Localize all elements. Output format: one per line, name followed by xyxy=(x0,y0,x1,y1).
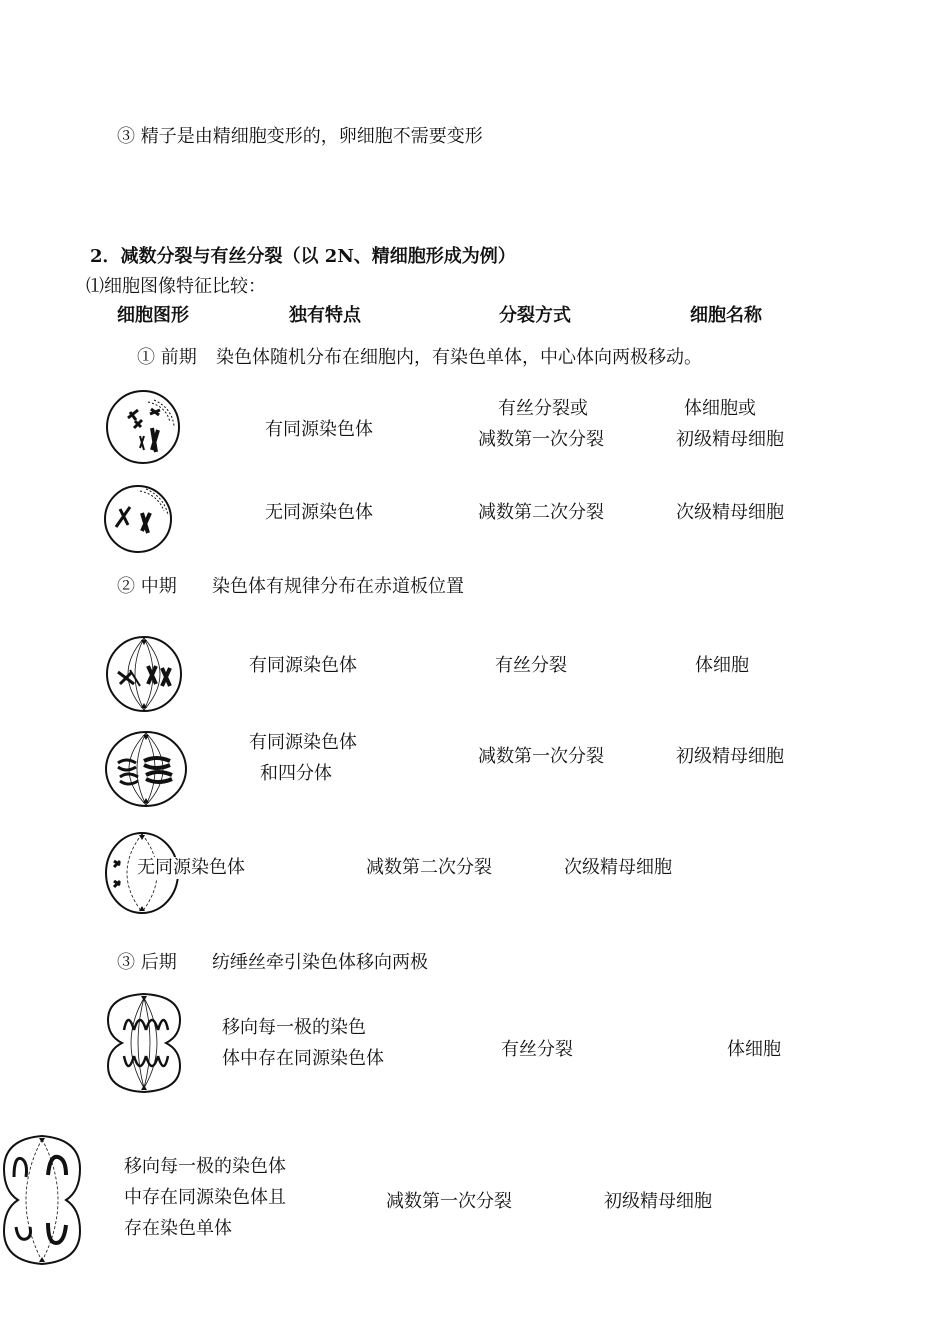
cell-metaphase-mitosis-icon xyxy=(104,634,184,714)
prophase-row1-feature: 有同源染色体 xyxy=(265,419,373,440)
anaphase-row1-division: 有丝分裂 xyxy=(501,1039,573,1060)
metaphase-row2-division: 减数第一次分裂 xyxy=(478,746,604,767)
metaphase-row3-feature: 无同源染色体 xyxy=(137,857,245,878)
metaphase-row2-feature-line2: 和四分体 xyxy=(260,763,332,784)
section-heading: 2．减数分裂与有丝分裂（以 2N、精细胞形成为例） xyxy=(90,246,516,267)
header-division-type: 分裂方式 xyxy=(499,305,571,326)
prophase-desc: 染色体随机分布在细胞内，有染色单体，中心体向两极移动。 xyxy=(216,347,702,368)
anaphase-row1-name: 体细胞 xyxy=(727,1039,781,1060)
prophase-row1-name-line2: 初级精母细胞 xyxy=(676,429,784,450)
metaphase-row2-name: 初级精母细胞 xyxy=(676,746,784,767)
cell-metaphase-meiosis1-icon xyxy=(104,729,188,809)
anaphase-row1-feature-line2: 体中存在同源染色体 xyxy=(222,1048,384,1069)
prophase-row1-division-line1: 有丝分裂或 xyxy=(498,398,588,419)
metaphase-row1-division: 有丝分裂 xyxy=(495,655,567,676)
anaphase-row2-feature-line1: 移向每一极的染色体 xyxy=(124,1156,286,1177)
subsection-title: ⑴细胞图像特征比较： xyxy=(86,276,266,297)
header-unique-feature: 独有特点 xyxy=(289,305,361,326)
anaphase-desc: 纺缍丝牵引染色体移向两极 xyxy=(212,952,428,973)
prophase-row2-name: 次级精母细胞 xyxy=(676,502,784,523)
metaphase-row2-feature-line1: 有同源染色体 xyxy=(249,732,357,753)
prophase-label: ① 前期 xyxy=(137,347,197,368)
anaphase-row2-feature xyxy=(124,1151,286,1244)
metaphase-row3-division: 减数第二次分裂 xyxy=(366,857,492,878)
prophase-row1-division-line2: 减数第一次分裂 xyxy=(478,429,604,450)
header-cell-name: 细胞名称 xyxy=(690,305,762,326)
metaphase-label: ② 中期 xyxy=(117,576,177,597)
cell-anaphase-mitosis-icon xyxy=(104,990,184,1096)
metaphase-row3-name: 次级精母细胞 xyxy=(564,857,672,878)
cell-prophase-meiosis2-icon xyxy=(102,483,174,555)
anaphase-row2-division: 减数第一次分裂 xyxy=(386,1191,512,1212)
cell-anaphase-meiosis1-icon xyxy=(0,1133,84,1267)
anaphase-row2-feature-line2: 中存在同源染色体且 xyxy=(124,1187,286,1208)
anaphase-row2-name: 初级精母细胞 xyxy=(604,1191,712,1212)
anaphase-row1-feature-line1: 移向每一极的染色 xyxy=(222,1017,366,1038)
metaphase-row1-feature: 有同源染色体 xyxy=(249,655,357,676)
prophase-row1-name-line1: 体细胞或 xyxy=(684,398,756,419)
cell-prophase-mitosis-icon xyxy=(104,388,182,466)
anaphase-label: ③ 后期 xyxy=(117,952,177,973)
header-cell-shape: 细胞图形 xyxy=(117,305,189,326)
metaphase-desc: 染色体有规律分布在赤道板位置 xyxy=(212,576,464,597)
anaphase-row1-feature xyxy=(222,1012,384,1074)
prophase-row2-feature: 无同源染色体 xyxy=(265,502,373,523)
anaphase-row2-feature-line3: 存在染色单体 xyxy=(124,1218,232,1239)
prophase-row2-division: 减数第二次分裂 xyxy=(478,502,604,523)
intro-note: ③ 精子是由精细胞变形的，卵细胞不需要变形 xyxy=(117,126,483,147)
metaphase-row2-feature xyxy=(249,727,357,789)
metaphase-row1-name: 体细胞 xyxy=(695,655,749,676)
